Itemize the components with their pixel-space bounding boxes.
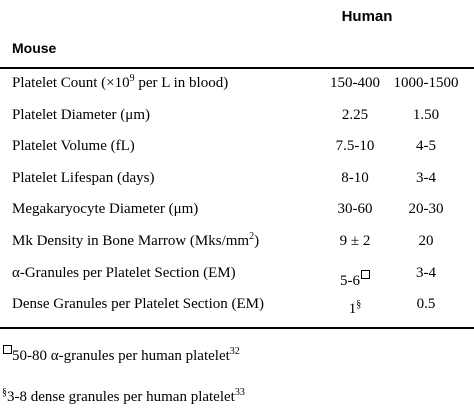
mouse-value: 0.5 — [416, 296, 436, 313]
row-label: Platelet Diameter (μm) — [12, 106, 150, 123]
human-value: 30-60 — [337, 201, 373, 218]
mouse-value: 3-4 — [416, 169, 436, 186]
footnote-dense-granules: §3-8 dense granules per human platelet$^{33}$ — [2, 387, 245, 405]
human-value: 150-400 — [330, 75, 380, 91]
human-value: 9 ± 2 — [339, 232, 371, 249]
mouse-value: 20 — [418, 232, 434, 249]
mouse-value: 1000-1500 — [393, 75, 459, 91]
footnote-alpha-granules: 50-80 α-granules per human platelet$^{32}$ — [2, 345, 240, 365]
mouse-value: 4-5 — [416, 138, 436, 155]
platelet-table — [0, 70, 474, 323]
table-row — [0, 228, 474, 260]
table-row — [0, 291, 474, 323]
mouse-value: 20-30 — [408, 201, 444, 218]
footnote-box-marker — [361, 270, 370, 279]
row-label: Megakaryocyte Diameter (μm) — [12, 201, 199, 218]
footnote-box-marker — [3, 345, 12, 354]
table-row — [0, 260, 474, 292]
row-label: Platelet Lifespan (days) — [12, 169, 155, 186]
table-top-rule — [0, 67, 474, 69]
mouse-value: 3-4 — [416, 264, 436, 281]
human-value: 8-10 — [341, 169, 369, 186]
table-bottom-rule — [0, 327, 474, 329]
section-footnote-marker: § — [2, 387, 7, 398]
row-label: Platelet Volume (fL) — [12, 138, 135, 155]
row-label: Mk Density in Bone Marrow $(Mks/mm^2)$ — [12, 230, 260, 249]
row-label: Platelet Count ($\times 10^9$ per L in blood) — [12, 73, 229, 91]
human-value: 5-6 — [305, 270, 405, 290]
table-row — [0, 196, 474, 228]
row-label: α-Granules per Platelet Section (EM) — [12, 264, 236, 281]
mouse-value: 1.50 — [412, 106, 440, 123]
table-row — [0, 165, 474, 197]
row-label: Dense Granules per Platelet Section (EM) — [12, 296, 265, 313]
human-value: 1§ — [348, 299, 362, 318]
table-row — [0, 70, 474, 102]
table-row — [0, 133, 474, 165]
column-header-mouse: Mouse — [12, 40, 57, 56]
human-value: 7.5-10 — [335, 138, 375, 155]
table-row — [0, 102, 474, 134]
human-value: 2.25 — [341, 106, 369, 123]
section-footnote-marker: § — [356, 299, 362, 311]
column-header-human: Human — [341, 8, 393, 25]
